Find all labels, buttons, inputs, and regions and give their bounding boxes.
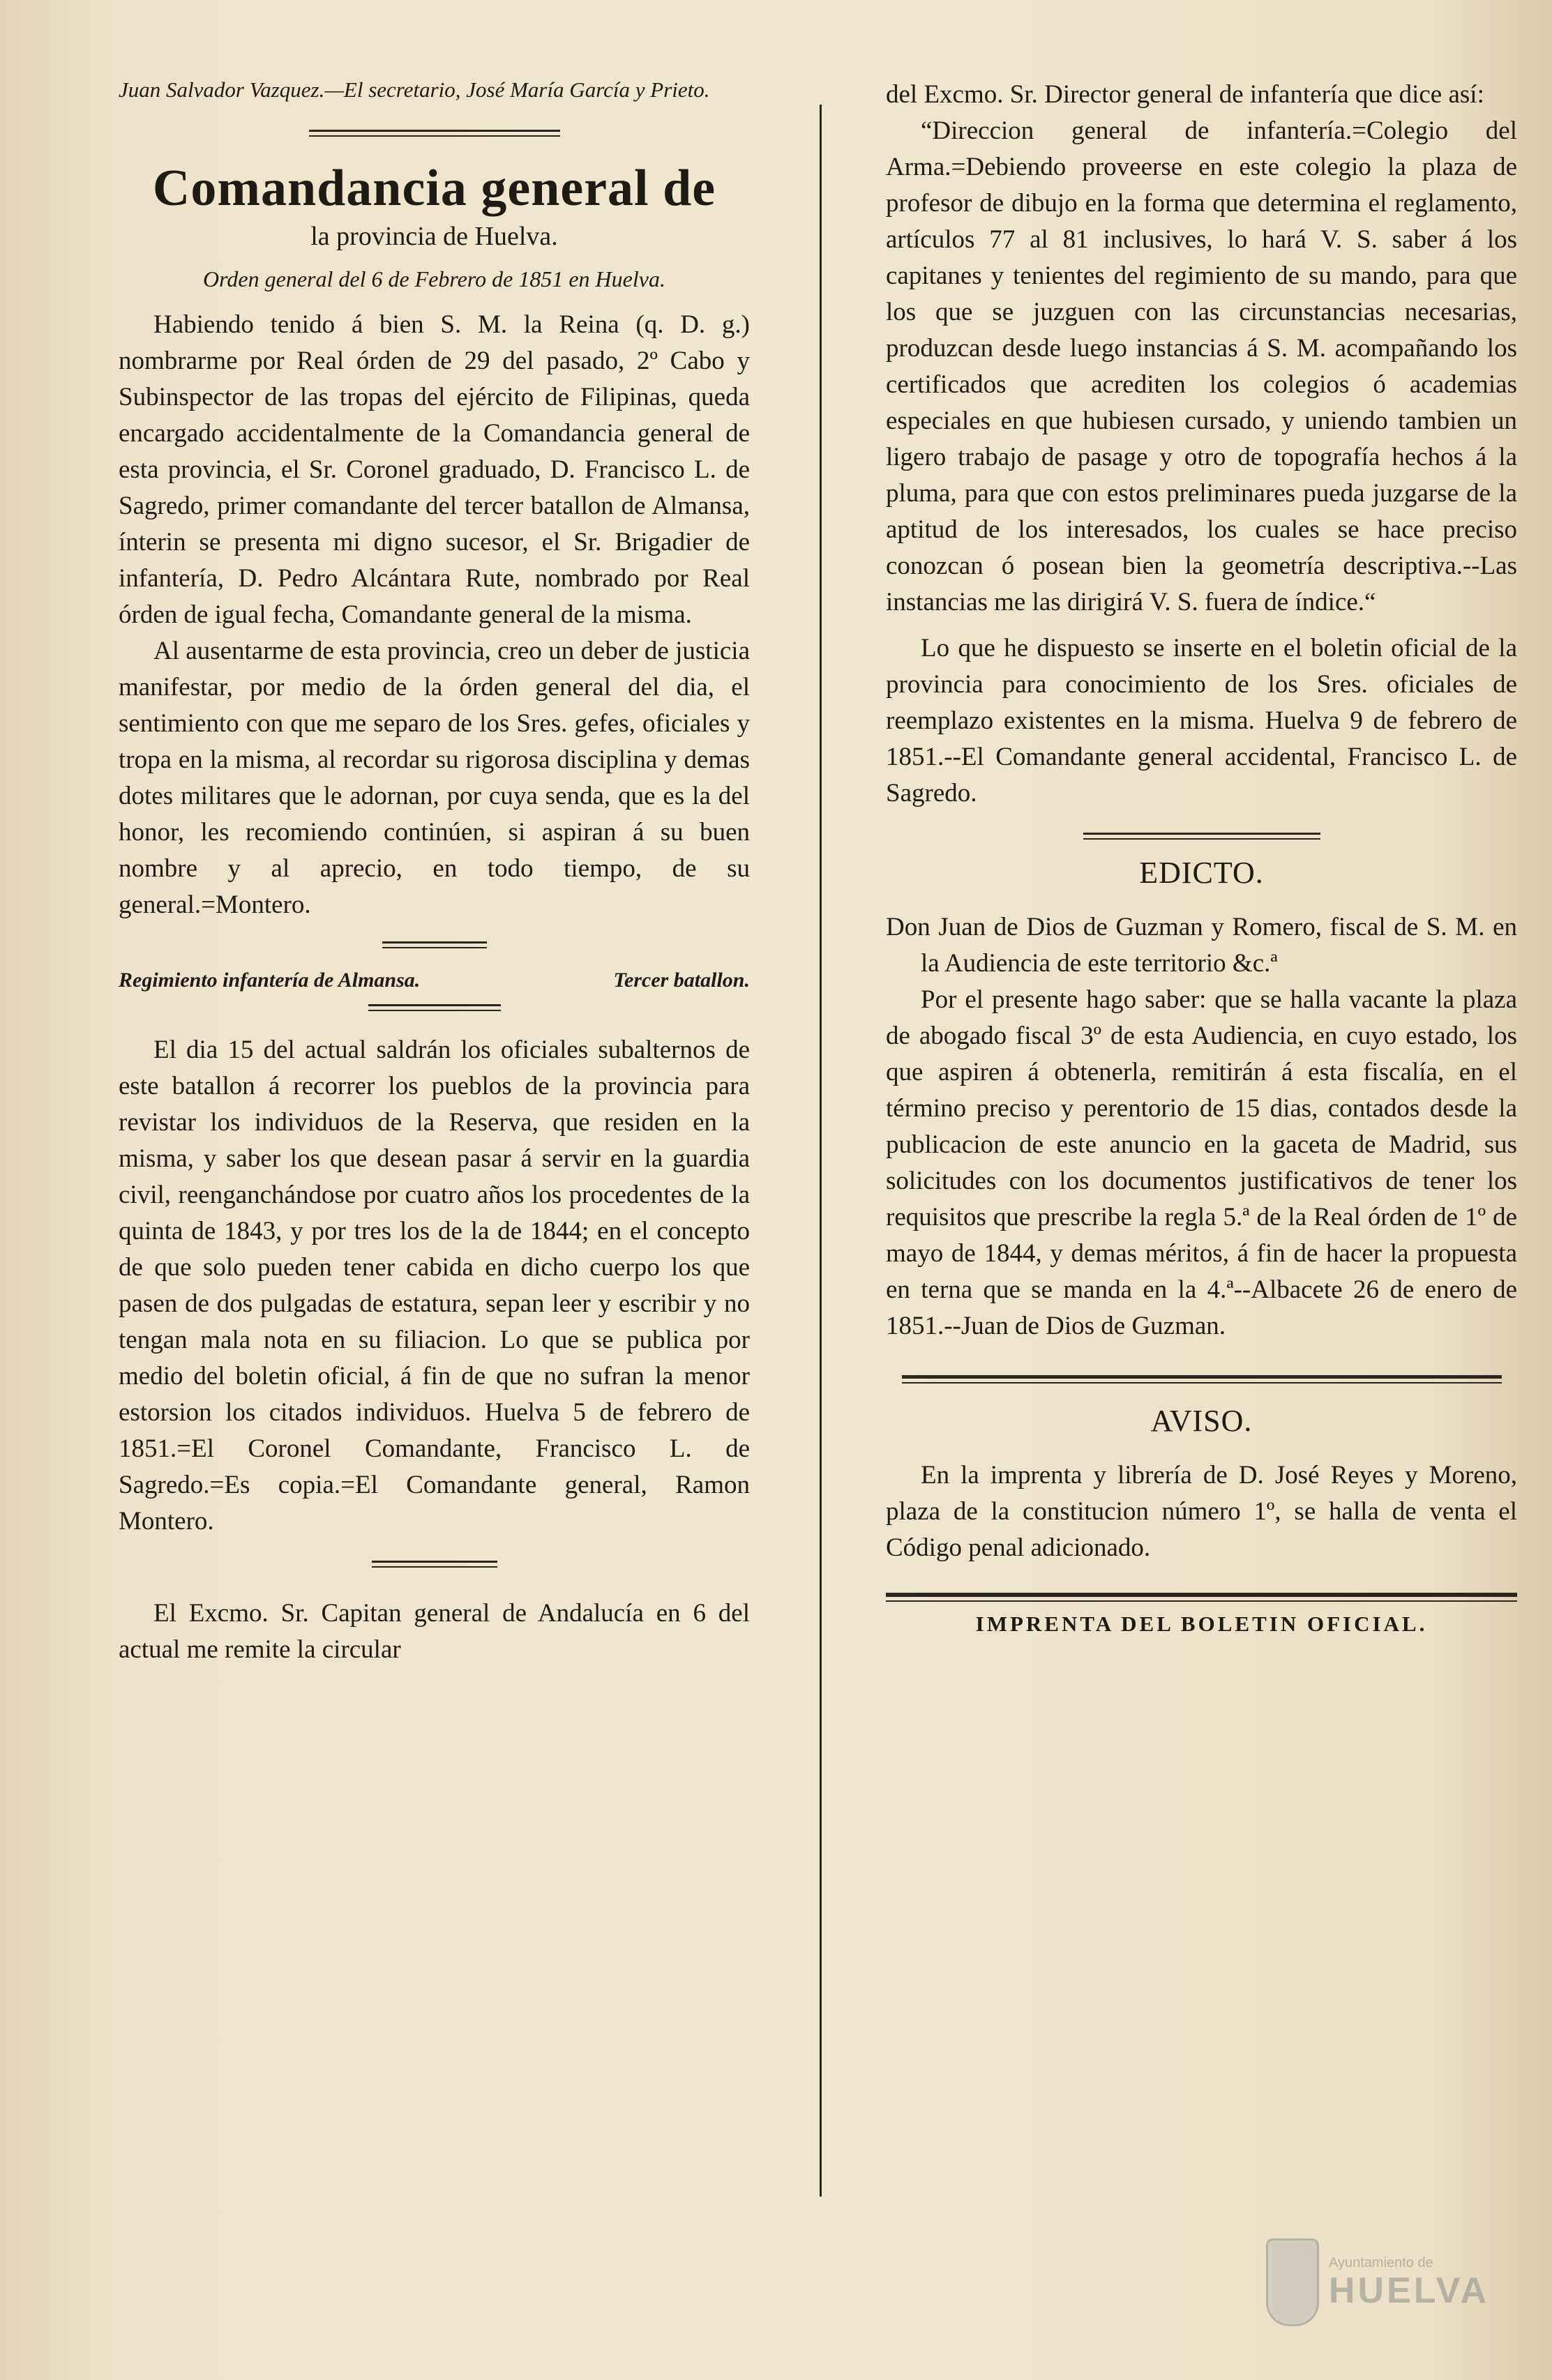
paragraph: Lo que he dispuesto se inserte en el boletin oficial de la provincia para conocimiento de los Sres. oficiales de reemplazo existentes en la misma. Huelva 9 de febrero de 1851.--El Comandante general accidental, Francisco L. de Sagredo.: [886, 634, 1517, 808]
edicto-intro: Don Juan de Dios de Guzman y Romero, fiscal de S. M. en la Audiencia de este territorio &c.ª: [886, 913, 1517, 978]
section-rule: [368, 1004, 501, 1011]
right-column: [886, 77, 1517, 1639]
crown-shield-icon: [1266, 2238, 1319, 2326]
left-column: [119, 77, 750, 1668]
imprint: IMPRENTA DEL BOLETIN OFICIAL.: [975, 1612, 1428, 1636]
section-subtitle: la provincia de Huelva.: [310, 222, 558, 251]
order-line: Orden general del 6 de Febrero de 1851 en Huelva.: [203, 266, 665, 291]
paragraph: del Excmo. Sr. Director general de infantería que dice así:: [886, 80, 1484, 109]
edicto-heading: EDICTO.: [1139, 856, 1264, 890]
section-rule: [902, 1375, 1502, 1384]
edicto-body: Por el presente hago saber: que se halla vacante la plaza de abogado fiscal 3º de esta Audiencia, en cuyo estado, los que aspiren á obtenerla, remitirán á esta fiscalía, en el término preciso y perentorio de 15 dias, contados desde la publicacion de este anuncio en la gaceta de Madrid, sus solicitudes con los documentos justificativos de tener los requisitos que prescribe la regla 5.ª de la Real órden de 1º de mayo de 1844, y demas méritos, á fin de hacer la propuesta en terna que se manda en la 4.ª--Albacete 26 de enero de 1851.--Juan de Dios de Guzman.: [886, 985, 1517, 1340]
section-rule: [1083, 833, 1320, 840]
paragraph: El dia 15 del actual saldrán los oficiales subalternos de este batallon á recorrer los pueblos de la provincia para revistar los individuos de la Reserva, que residen en la misma, y saber los que desean pasar á servir en la guardia civil, reenganchándose por cuatro años los procedentes de la quinta de 1843, y por tres los de la de 1844; en el concepto de que solo pueden tener cabida en dicho cuerpo los que pasen de dos pulgadas de estatura, sepan leer y escribir y no tengan mala nota en su filiacion. Lo que se publica por medio del boletin oficial, á fin de que no sufran la menor estorsion los citados individuos. Huelva 5 de febrero de 1851.=El Coronel Comandante, Francisco L. de Sagredo.=Es copia.=El Comandante general, Ramon Montero.: [119, 1036, 750, 1536]
watermark-line1: Ayuntamiento de: [1329, 2254, 1433, 2271]
paragraph: Habiendo tenido á bien S. M. la Reina (q. D. g.) nombrarme por Real órden de 29 del pasado, 2º Cabo y Subinspector de las tropas del ejército de Filipinas, queda encargado accidentalmente de la Comandancia general de esta provincia, el Sr. Coronel graduado, D. Francisco L. de Sagredo, primer comandante del tercer batallon de Almansa, ínterin se presenta mi digno sucesor, el Sr. Brigadier de infantería, D. Pedro Alcántara Rute, nombrado por Real órden de igual fecha, Comandante general de la misma.: [119, 310, 750, 629]
section-title: Comandancia general de: [152, 160, 716, 217]
battalion-name: Tercer batallon.: [613, 969, 750, 992]
imprint-rule: [886, 1593, 1517, 1602]
regiment-name: Regimiento infantería de Almansa.: [119, 969, 421, 992]
watermark-logo: [1266, 2238, 1489, 2326]
aviso-body: En la imprenta y librería de D. José Reyes y Moreno, plaza de la constitucion número 1º, se halla de venta el Código penal adicionado.: [886, 1461, 1517, 1562]
watermark-line2: HUELVA: [1329, 2270, 1490, 2311]
column-divider: [820, 105, 822, 2197]
aviso-heading: AVISO.: [1150, 1404, 1253, 1438]
paragraph: El Excmo. Sr. Capitan general de Andalucía en 6 del actual me remite la circular: [119, 1599, 750, 1664]
quoted-circular: “Direccion general de infantería.=Colegio del Arma.=Debiendo proveerse en este colegio la plaza de profesor de dibujo en la forma que determina el reglamento, artículos 77 al 81 inclusives, lo hará V. S. saber á los capitanes y tenientes del regimiento de su mando, para que los que se juzguen con las circunstancias necesarias, produzcan desde luego instancias á S. M. acompañando los certificados que acrediten los colegios ó academias especiales en que hubiesen cursado, y uniendo tambien un ligero trabajo de pasage y otro de topografía hechos á la pluma, para que con estos preliminares pueda juzgarse de la aptitud de los interesados, los cuales se hace preciso conozcan ó posean bien la geometría descriptiva.--Las instancias me las dirigirá V. S. fuera de índice.“: [886, 116, 1517, 616]
paragraph: Al ausentarme de esta provincia, creo un deber de justicia manifestar, por medio de la órden general del dia, el sentimiento con que me separo de los Sres. gefes, oficiales y tropa en la misma, al recordar su rigorosa disciplina y demas dotes militares que le adornan, por cuya senda, que es la del honor, les recomiendo continúen, si aspiran á su buen nombre y al aprecio, en todo tiempo, de su general.=Montero.: [119, 637, 750, 919]
section-rule: [382, 941, 487, 948]
regiment-header: [119, 967, 750, 994]
signature-line: Juan Salvador Vazquez.—El secretario, José María García y Prieto.: [119, 77, 710, 102]
section-rule: [309, 130, 560, 137]
section-rule: [372, 1561, 497, 1568]
